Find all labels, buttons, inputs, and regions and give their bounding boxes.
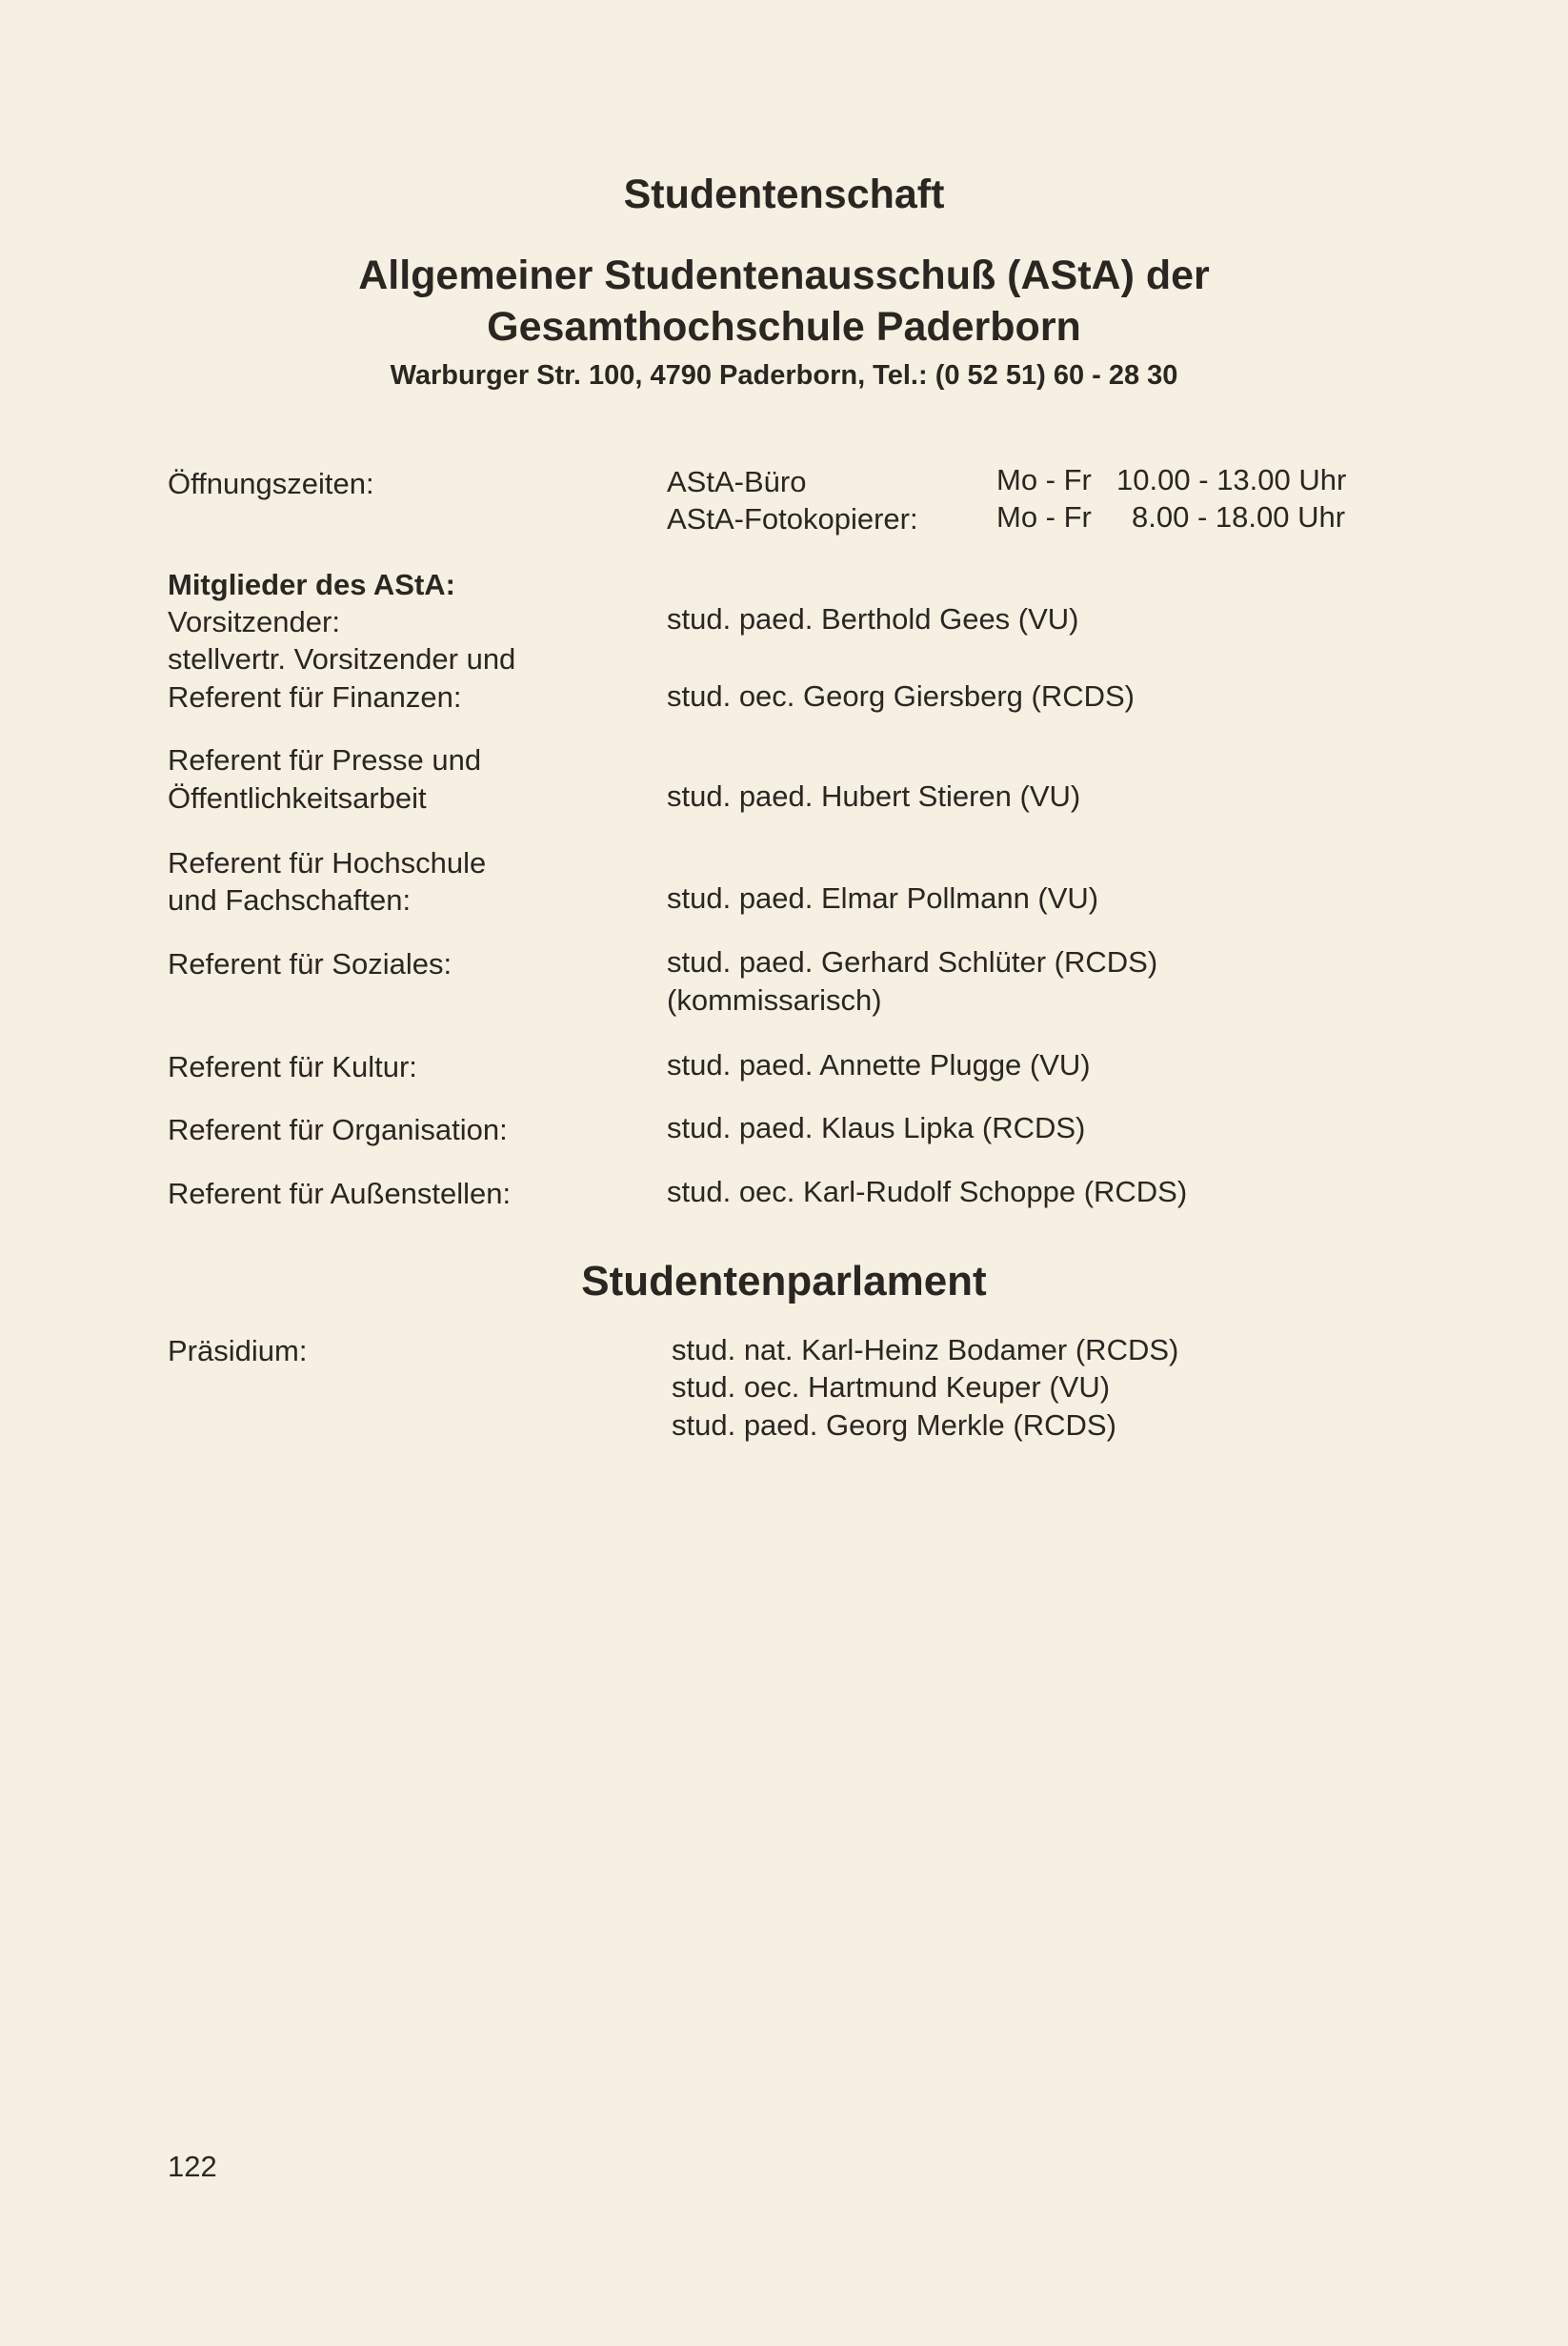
member-name: stud. paed. Berthold Gees (VU) bbox=[667, 602, 1079, 636]
hours-days: Mo - Fr bbox=[996, 500, 1092, 534]
member-role: Referent für Kultur: bbox=[168, 1050, 417, 1083]
member-name: stud. paed. Klaus Lipka (RCDS) bbox=[667, 1111, 1086, 1144]
member-role: Referent für Presse und bbox=[168, 743, 482, 777]
member-role: Referent für Hochschule bbox=[168, 846, 487, 880]
presidium-member: stud. paed. Georg Merkle (RCDS) bbox=[672, 1408, 1116, 1442]
member-role: Vorsitzender: bbox=[168, 605, 340, 638]
parliament-heading: Studentenparlament bbox=[581, 1258, 987, 1304]
hours-time: 8.00 - 18.00 Uhr bbox=[1132, 500, 1346, 534]
member-role: Referent für Finanzen: bbox=[168, 680, 462, 714]
member-role: Referent für Außenstellen: bbox=[168, 1177, 512, 1210]
member-name: stud. paed. Annette Plugge (VU) bbox=[667, 1048, 1091, 1082]
presidium-label: Präsidium: bbox=[168, 1334, 308, 1367]
hours-place: AStA-Fotokopierer: bbox=[667, 502, 918, 536]
subtitle-line-1: Allgemeiner Studentenausschuß (AStA) der bbox=[358, 253, 1210, 298]
presidium-member: stud. nat. Karl-Heinz Bodamer (RCDS) bbox=[672, 1333, 1179, 1366]
hours-days: Mo - Fr bbox=[996, 463, 1092, 496]
member-name: stud. paed. Hubert Stieren (VU) bbox=[667, 779, 1081, 813]
member-role: Referent für Organisation: bbox=[168, 1113, 508, 1146]
opening-hours-label: Öffnungszeiten: bbox=[168, 467, 374, 500]
address-line: Warburger Str. 100, 4790 Paderborn, Tel.: (0 52 51) 60 - 28 30 bbox=[390, 360, 1178, 391]
hours-time: 10.00 - 13.00 Uhr bbox=[1116, 463, 1347, 496]
members-heading: Mitglieder des AStA: bbox=[168, 568, 455, 601]
page-title: Studentenschaft bbox=[623, 172, 945, 217]
member-name: stud. paed. Gerhard Schlüter (RCDS) bbox=[667, 945, 1158, 979]
member-role: stellvertr. Vorsitzender und bbox=[168, 642, 516, 676]
subtitle-line-2: Gesamthochschule Paderborn bbox=[487, 304, 1081, 350]
presidium-member: stud. oec. Hartmund Keuper (VU) bbox=[672, 1370, 1111, 1404]
hours-place: AStA-Büro bbox=[667, 465, 807, 498]
member-name-note: (kommissarisch) bbox=[667, 983, 882, 1017]
member-name: stud. paed. Elmar Pollmann (VU) bbox=[667, 881, 1099, 915]
member-role: und Fachschaften: bbox=[168, 883, 412, 917]
member-role: Referent für Soziales: bbox=[168, 947, 452, 981]
member-role: Öffentlichkeitsarbeit bbox=[168, 781, 427, 815]
member-name: stud. oec. Georg Giersberg (RCDS) bbox=[667, 679, 1136, 713]
member-name: stud. oec. Karl-Rudolf Schoppe (RCDS) bbox=[667, 1175, 1188, 1208]
page-number: 122 bbox=[168, 2150, 217, 2183]
